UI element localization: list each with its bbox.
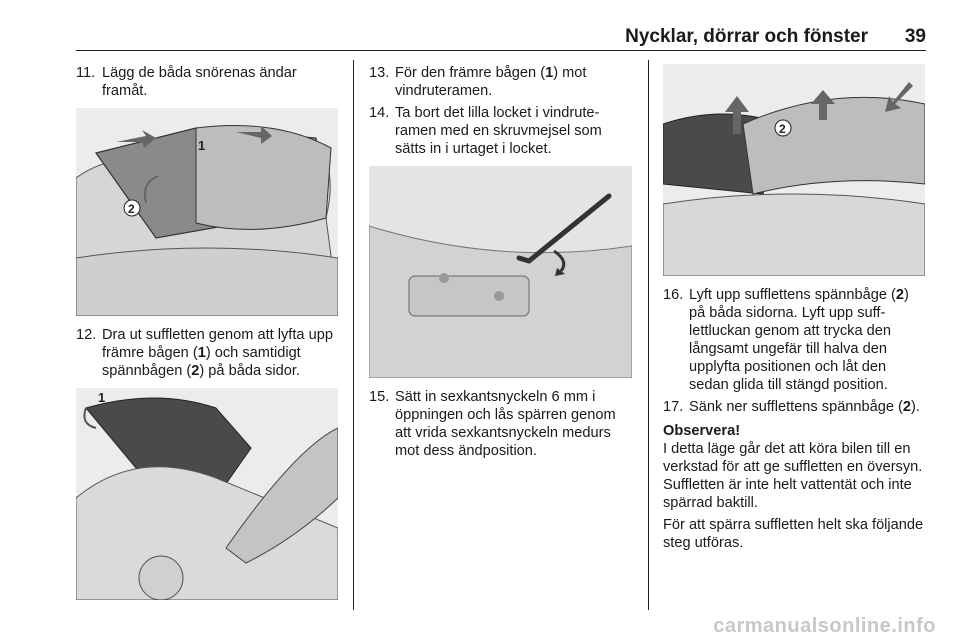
page-header: [76, 20, 926, 48]
step-15: 15. Sätt in sexkantsnyckeln 6 mm i öppningen och lås spärren genom att vrida sexkantsnyckeln medurs mot dess ändposition.: [369, 389, 616, 459]
final-text: För att spärra suffletten helt ska följande steg utföras.: [663, 517, 924, 551]
page-number: 39: [904, 26, 926, 47]
svg-text:1: 1: [98, 390, 106, 405]
figure-pull-out-top: [76, 388, 338, 600]
note-text: I detta läge går det att köra bilen till en verkstad för att ge suffletten en översyn. Suffletten är inte helt vattentät och inte spärrad baktill.: [663, 441, 923, 511]
figure-screwdriver-cover: [369, 166, 632, 378]
footer-watermark: carmanualsonline.info: [713, 615, 936, 637]
column-3: [663, 64, 925, 556]
column-2: [369, 64, 633, 464]
column-divider: [353, 60, 354, 610]
svg-text:2: 2: [779, 122, 786, 136]
svg-text:2: 2: [128, 202, 135, 216]
column-divider: [648, 60, 649, 610]
header-divider: [76, 50, 926, 51]
step-14: 14. Ta bort det lilla locket i vindruteramen med en skruvmejsel som sätts in i urtaget i locket.: [369, 105, 602, 157]
svg-text:1: 1: [198, 138, 206, 153]
step-13: 13. För den främre bågen (1) mot vindruteramen.: [369, 65, 587, 99]
note-title: Observera!: [663, 423, 741, 439]
step-17: 17. Sänk ner sufflettens spännbåge (2).: [663, 399, 920, 415]
page-title: Nycklar, dörrar och fönster: [625, 26, 868, 47]
step-11: 11. Lägg de båda snörenas ändar framåt.: [76, 65, 297, 99]
figure-tension-bow: [663, 64, 925, 276]
figure-soft-top-ends: [76, 108, 338, 316]
step-12: 12. Dra ut suffletten genom att lyfta upp främre bågen (1) och samtidigt spännbågen (2) på båda sidor.: [76, 327, 333, 379]
step-16: 16. Lyft upp sufflettens spännbåge (2) på båda sidorna. Lyft upp sufflettluckan genom att trycka den långsamt ungefär till halva den upplyfta positionen och låt den sedan glida till stängd position.: [663, 287, 909, 393]
column-1: [76, 64, 341, 610]
